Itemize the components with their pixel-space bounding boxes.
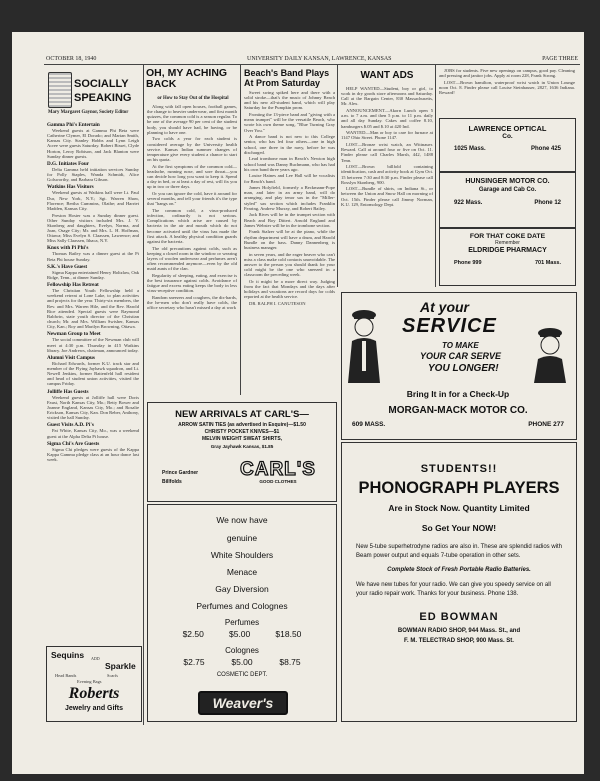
eldridge-line2: Remember <box>495 240 520 246</box>
carls-title: NEW ARRIVALS AT CARL'S— <box>175 409 309 420</box>
carls-line: MELVIN WEIGHT SWEAT SHIRTS, <box>201 436 283 442</box>
header-paper: UNIVERSITY DAILY KANSAN, LAWRENCE, KANSAS <box>247 56 392 62</box>
social-item-text: Weekend guests at Jolliffe hall were Doris Faust, North Kansas City, Mo.; Betty Bower and Joanne England, Kansas City, Mo.; and Rosalie Erickson, Kansas City, Kan. Don Reber, Anthony, visited the hall Sunday. <box>47 394 139 421</box>
header-page: PAGE THREE <box>542 56 578 62</box>
carls-line: Gray Jayhawk Kansas, $1.85 <box>210 444 274 449</box>
weavers-ad <box>147 504 337 722</box>
aching-article <box>147 104 237 394</box>
weavers-colognes-label: Colognes <box>225 646 259 655</box>
column-rule <box>240 65 241 395</box>
lawrence-optical-ad <box>439 118 576 172</box>
hunsinger-phone: Phone 12 <box>534 200 561 206</box>
bowman-title: PHONOGRAPH PLAYERS <box>358 479 560 497</box>
morgan-cta: Bring It in for a Check-Up <box>406 389 510 399</box>
morgan-longer: YOU LONGER! <box>428 363 499 374</box>
social-item-text: The social committee of the Newman club will meet at 4:30 p.m. Thursday in 415 Watkins library. Joe Andrews, chairman, announced today. <box>47 337 139 353</box>
eldridge-ad <box>439 228 576 286</box>
jobs-item: LOST—Brown hamilton, waterproof wrist watch in Union Lounge noon Oct. 8. Finder please call Louise Steinhauser, 2827, 1636 Indiana. Reward! <box>439 79 575 96</box>
bowman-stock: Are in Stock Now. Quantity Limited <box>388 503 530 513</box>
morgan-at-your: At your <box>420 299 469 315</box>
roberts-sequins: Sequins <box>51 650 85 660</box>
carls-line: ARROW SATIN TIES (as advertised in Esquire)—$1.50 <box>178 422 306 428</box>
morgan-your-car: YOUR CAR SERVE <box>420 351 502 361</box>
aching-paragraph: At the first symptoms of the common cold—headache, running nose, and sore throat—you can decide how long you want to keep it. Spend a day in bed, or at least a day of rest, will fix you up in two or three days. <box>147 163 237 190</box>
beach-paragraph: Sweet swing spiked here and there with a solid stroke—that's the music of Johnny Beach and his new all-student band, which will play Saturday for the Pumpkin prom. <box>244 90 335 111</box>
weavers-price: $18.50 <box>275 629 302 639</box>
lawrence-phone: Phone 425 <box>530 146 561 152</box>
aching-paragraph: Or you can ignore the cold, have it around for several months, and tell your friends it's the type that "hangs on." <box>147 191 237 207</box>
hunsinger-ad <box>439 172 576 228</box>
hunsinger-sub: Garage and Cab Co. <box>478 187 537 193</box>
aching-paragraph: The common cold, a virus-produced infection, ordinarily is not serious. Complications which arise are caused by bacteria in the air and mouth which do not become activated until the virus has made the first attack. A healthy physical condition guards against the bacteria. <box>147 207 237 244</box>
beach-paragraph: Lead trombone man in Beach's Newton high school band was Danny Buchmann, who has had his own band three years ago. <box>244 156 335 172</box>
hunsinger-name: HUNSINGER MOTOR CO. <box>465 178 550 185</box>
roberts-ad <box>46 646 142 722</box>
eldridge-name: ELDRIDGE PHARMACY <box>468 247 547 254</box>
morgan-address: 609 MASS. <box>352 421 386 428</box>
want-ad-item: LOST—Bronze wrist watch, an Wittnauer. Reward. Call at around four or five on Oct. 11. Finder please call Charles Marsh, 442, 1488 Tenn. <box>341 142 433 163</box>
weavers-line: Perfumes and Colognes <box>196 601 288 611</box>
aching-paragraph: Two colds a year for each student is considered average by the University health service. Kansas Indian summer changes of temperature give every student a chance to start on his quota. <box>147 136 237 163</box>
beach-paragraph: Fronting the 13-piece band and "giving with a mean trumpet" will be the versatile Beach, who wrote his own theme song, "Blue Turning Gray Over You." <box>244 112 335 133</box>
eldridge-phone: Phone 999 <box>454 260 482 266</box>
want-ad-item: LOST—Brown billfold containing identification, cash and activity book at Gym Oct. 15 between 7:30 and 8:30 p.m. Finder please call Rosslyn Skonberg, 900. <box>341 164 433 185</box>
carls-logo-sub: GOOD CLOTHES <box>259 479 297 484</box>
beach-paragraph: DR. RALPH I. CANUTESON <box>249 300 306 306</box>
hunsinger-address: 922 Mass. <box>454 200 483 206</box>
beach-paragraph: Jack Rives will be in the trumpet section with Beach and Boy Dittert. Arnold England and James Webster will be in the trombone section. <box>244 212 335 228</box>
weavers-price: $8.75 <box>279 657 301 667</box>
bowman-ad <box>341 442 577 722</box>
want-ad-item: HELP WANTED—Student, boy or girl, to work in dry goods store afternoons and Saturday. Call at the Bargain Center, 830 Massachusetts, Mr. Alex. <box>341 86 433 107</box>
carls-line: CHRISTY POCKET KNIVES—$1 <box>204 429 280 435</box>
want-ad-item: ANNOUNCEMENT—Akorn Lunch open 5 a.m. to 7 a.m. and then 5 p.m. to 11 p.m. daily and all day Sunday. Cakes and coffee 8.10, hamburgers $.05 and $.10 at 420 Ind. <box>341 108 433 129</box>
weavers-price: $2.75 <box>183 657 205 667</box>
social-item-heading: Jolliffe Has Guests <box>47 388 89 395</box>
weavers-perfumes-label: Perfumes <box>224 618 260 627</box>
social-item-heading: Gamma Phi's Entertain <box>47 122 100 128</box>
social-item-text: The Christian Youth Fellowship held a weekend retreat at Lone Lake, to plan activities and projects for the year. Thirty-six members, the Rev. and Mrs. Warren Hile, and the Rev. Harold Rice attended. Special guests were Raymond Baldwin, state youth director of the Christian church; Mr. and Mrs. William Swisher, Kansas City, Kan.; Roy and Marilyn Browning, Ottawa. <box>47 288 139 330</box>
social-item-text: Pat White, Kansas City, Mo., was a weekend guest at the Alpha Delta Pi house. <box>47 428 139 439</box>
morgan-to-make: TO MAKE <box>442 341 479 350</box>
social-item-heading: Newman Group to Meet <box>47 331 101 338</box>
aching-paragraph: The old precautions against colds, such as keeping a closed room in the window or wearing layers of woolen underwear and perfumes aren't often recommended anymore—even by the old maid aunts of the clan. <box>147 245 237 272</box>
social-item-text: Weekend guests at Gamma Phi Beta were Catherine Clymer, El Dorado; and Marian Smith, Kansas City. Stanley Hobbs and Lynn Leigh Acree were guests Saturday. Robert Bisset, Clyde Horton, Leroy Robison, and Jack Blanton were Sunday dinner guests. <box>47 128 139 159</box>
eldridge-line1: FOR THAT COKE DATE <box>469 233 546 240</box>
bowman-address-2: F. M. TELECTRAD SHOP, 900 Mass. St. <box>404 638 514 644</box>
lawrence-address: 1025 Mass. <box>454 146 486 152</box>
carls-logo <box>240 459 316 495</box>
social-item-heading: D.G. Initiates Four <box>47 160 90 167</box>
social-item-text: Sigma Kappa entertained Henry Holtzlaw, Oak Ridge, Tenn., at dinner Sunday. <box>47 269 139 280</box>
beach-paragraph: Frank Stalzer will be at the piano, while the rhythm department will have a drum, and Harold Bundle on the bass. Danny Dannenberg is business manager. <box>244 229 335 250</box>
social-item-text: Sigma Chi pledges were guests of the Kappa Kappa Gamma pledge class at an hour dance last week. <box>47 446 139 462</box>
beach-paragraph: Louise Haines and Lee Hall will be vocalists for Beach's band. <box>244 173 335 184</box>
morgan-mack-ad <box>341 292 577 440</box>
social-masthead <box>46 68 141 118</box>
beach-paragraph: James Holyfield, formerly a Beckmann-Pope man, and later in an army band, will do arranging, and play tenor sax in the "Miller-styled" sax section which includes Franklin Fearing, Andrew Murray, and Robert Bailey. <box>244 185 335 211</box>
column-rule <box>435 65 436 287</box>
page-header <box>46 56 578 62</box>
roberts-bags: Evening Bags <box>77 679 102 684</box>
social-column <box>47 120 139 643</box>
bowman-address-1: BOWMAN RADIO SHOP, 944 Mass. St., and <box>397 628 521 634</box>
roberts-headbands: Head Bands <box>55 673 77 678</box>
weavers-line: White Shoulders <box>210 550 274 560</box>
wantads-column <box>341 86 433 286</box>
aching-subtitle: or How to Stay Out of the Hospital <box>157 96 229 101</box>
roberts-sparkle: Sparkle <box>105 661 136 671</box>
header-date: OCTOBER 18, 1940 <box>46 56 97 62</box>
beach-title: Beach's Band Plays At Prom Saturday <box>244 68 330 88</box>
weavers-price: $2.50 <box>182 629 204 639</box>
roberts-add: ADD <box>91 656 100 661</box>
column-rule <box>143 65 144 725</box>
want-ad-item: WANTED—Man or boy to care for furnace at 1147 Ohio Street. Phone 1147. <box>341 130 433 141</box>
social-item-heading: S.K.'s Have Guest <box>47 263 88 270</box>
carls-prince: Prince Gardner <box>162 470 199 476</box>
social-item-text: Weekend guests at Watkins hall were Lt. Paul Dur, New York, N.Y.; Sgt. Warren Shaw, Florence; Bertha Cummins, Olathe; and Harriet Madden, Kansas City. <box>47 190 139 211</box>
aching-paragraph: Along with fall open houses, football games, the change to heavier underwear, and first month quizzes, the common cold is a season regular. To be one of the average 90 per cent of the student body, you should have had, be having, or be planning to have one. <box>147 104 237 135</box>
weavers-price: $5.00 <box>231 657 253 667</box>
aching-paragraph: Regularity of sleeping, eating, and exercise is the best insurance against colds. Avoidance of fatigue and excess eating keeps the body in less virus-receptive condition. <box>147 272 237 294</box>
weavers-line: We now have <box>216 515 268 525</box>
roberts-scarfs: Scarfs <box>107 673 118 678</box>
bowman-students: STUDENTS!! <box>420 463 498 475</box>
jobs-item: JOBS for students. Five new openings on campus, good pay. Cleaning and pressing and janitor jobs. Apply at room 228, Frank Strong. <box>439 68 575 79</box>
morgan-service: SERVICE <box>402 315 497 337</box>
eldridge-address: 701 Mass. <box>535 260 561 266</box>
lawrence-co: Co. <box>502 133 513 140</box>
social-item-text: Delta Gamma held initiation services Sunday for Polly Staples, Wanda Schmidt, Alice Golsworthy, and Barbara Gibson. <box>47 166 139 183</box>
beach-paragraph: in seven years, and the eager beaver who can't miss a class make cold contacts unavoidable. The answer to the person you should thank for your cold might be the one who sneezed in a classroom the preceding week. <box>244 251 335 278</box>
weavers-line: Gay Diversion <box>215 584 269 594</box>
social-item-text: Richard Edwards, former K.U. track star and member of the Flying Jayhawk squadron, and Lt. Newell Jenkins, former Battenfeld hall resident and head of student union activities, visited the campus Friday. <box>47 360 139 387</box>
carls-logo-text: CARL'S <box>240 459 316 480</box>
aching-title: OH, MY ACHING BACK <box>146 67 228 90</box>
bowman-name: ED BOWMAN <box>419 611 499 623</box>
beach-article <box>244 90 335 394</box>
morgan-phone: PHONE 277 <box>528 421 564 428</box>
social-item-heading: Watkins Has Visitors <box>47 184 94 191</box>
weavers-line: genuine <box>226 533 258 543</box>
roberts-name: Roberts <box>68 685 120 702</box>
social-item-heading: Fellowship Has Retreat <box>47 282 99 289</box>
social-item-heading: Guest Visits A.D. Pi's <box>47 422 94 429</box>
roberts-tagline: Jewelry and Gifts <box>65 705 123 712</box>
bowman-para1: New 5-tube superhetrodyne radios are also in. These are splendid radios with Beam power output and equals 7-tube operation in other sets. <box>356 544 563 559</box>
weavers-price: $5.00 <box>228 629 251 639</box>
social-item-heading: Alumni Visit Campus <box>47 354 95 361</box>
aching-paragraph: Random sneezers and coughers, the dis-hards, the he-men who don't really have colds, the office secretary who hasn't missed a day at work <box>147 294 237 311</box>
bowman-complete: Complete Stock of Fresh Portable Radio Batteries. <box>387 567 531 573</box>
social-title-1: SOCIALLY <box>74 78 129 90</box>
want-ad-item: LOST—Bundle of shirts, on Indiana St., or between the Union and Snow Hall on morning of Oct. 15th. Finder please call Jimmy Norman, K.U. 129, Entomology Dept. <box>341 186 433 207</box>
header-rule <box>44 64 580 65</box>
beach-paragraph: A dance band is not new to this College senior, who has led four others—one in high school, one three in the navy, before he was discharged. <box>244 134 335 155</box>
lawrence-name: LAWRENCE OPTICAL <box>468 124 547 133</box>
weavers-logo: Weaver's <box>198 691 288 715</box>
column-rule <box>337 65 338 287</box>
bowman-get: So Get Your NOW! <box>421 523 497 533</box>
social-title-2: SPEAKING <box>74 92 132 104</box>
weavers-line: Menace <box>226 567 258 577</box>
beach-paragraph: Or it might be a more direct way. Judging from the fact that Mondays and the days after holidays and vacations are record days for colds reported at the health service. <box>244 278 335 300</box>
carls-ad <box>147 402 337 502</box>
morgan-name: MORGAN-MACK MOTOR CO. <box>388 405 528 416</box>
social-item-text: Thomas Bailey was a dinner guest at the Pi Beta Phi house Sunday. <box>47 251 139 262</box>
carls-billfolds: Billfolds <box>162 479 182 485</box>
weavers-dept: COSMETIC DEPT. <box>216 672 268 678</box>
social-item-heading: Sigma Chi's Are Guests <box>47 440 100 447</box>
social-item-text: Preston Hosier was a Sunday dinner guest. Other Sunday visitors included Mrs. J. V. Skonberg and daughters, Evelyn, Norma, and Joan, Osage City; Mr. and Mrs. L. H. Hoffman, Ottawa; Miss Evelyn S. Claassen, Lawrence; and Miss Sally Claassen, Ithaca, N.Y. <box>47 212 139 244</box>
jobs-column <box>439 68 575 118</box>
bowman-para2: We have new tubes for your radio. We can give you speedy service on all your radio repair work. Thanks for your business. Phone 138. <box>356 582 551 597</box>
wantads-title: WANT ADS <box>360 70 414 81</box>
social-byline: Mary Margaret Gaynor, Society Editor <box>48 110 129 115</box>
social-logo-icon <box>48 72 72 108</box>
social-item-heading: Knox with Pi Phi's <box>47 245 89 252</box>
